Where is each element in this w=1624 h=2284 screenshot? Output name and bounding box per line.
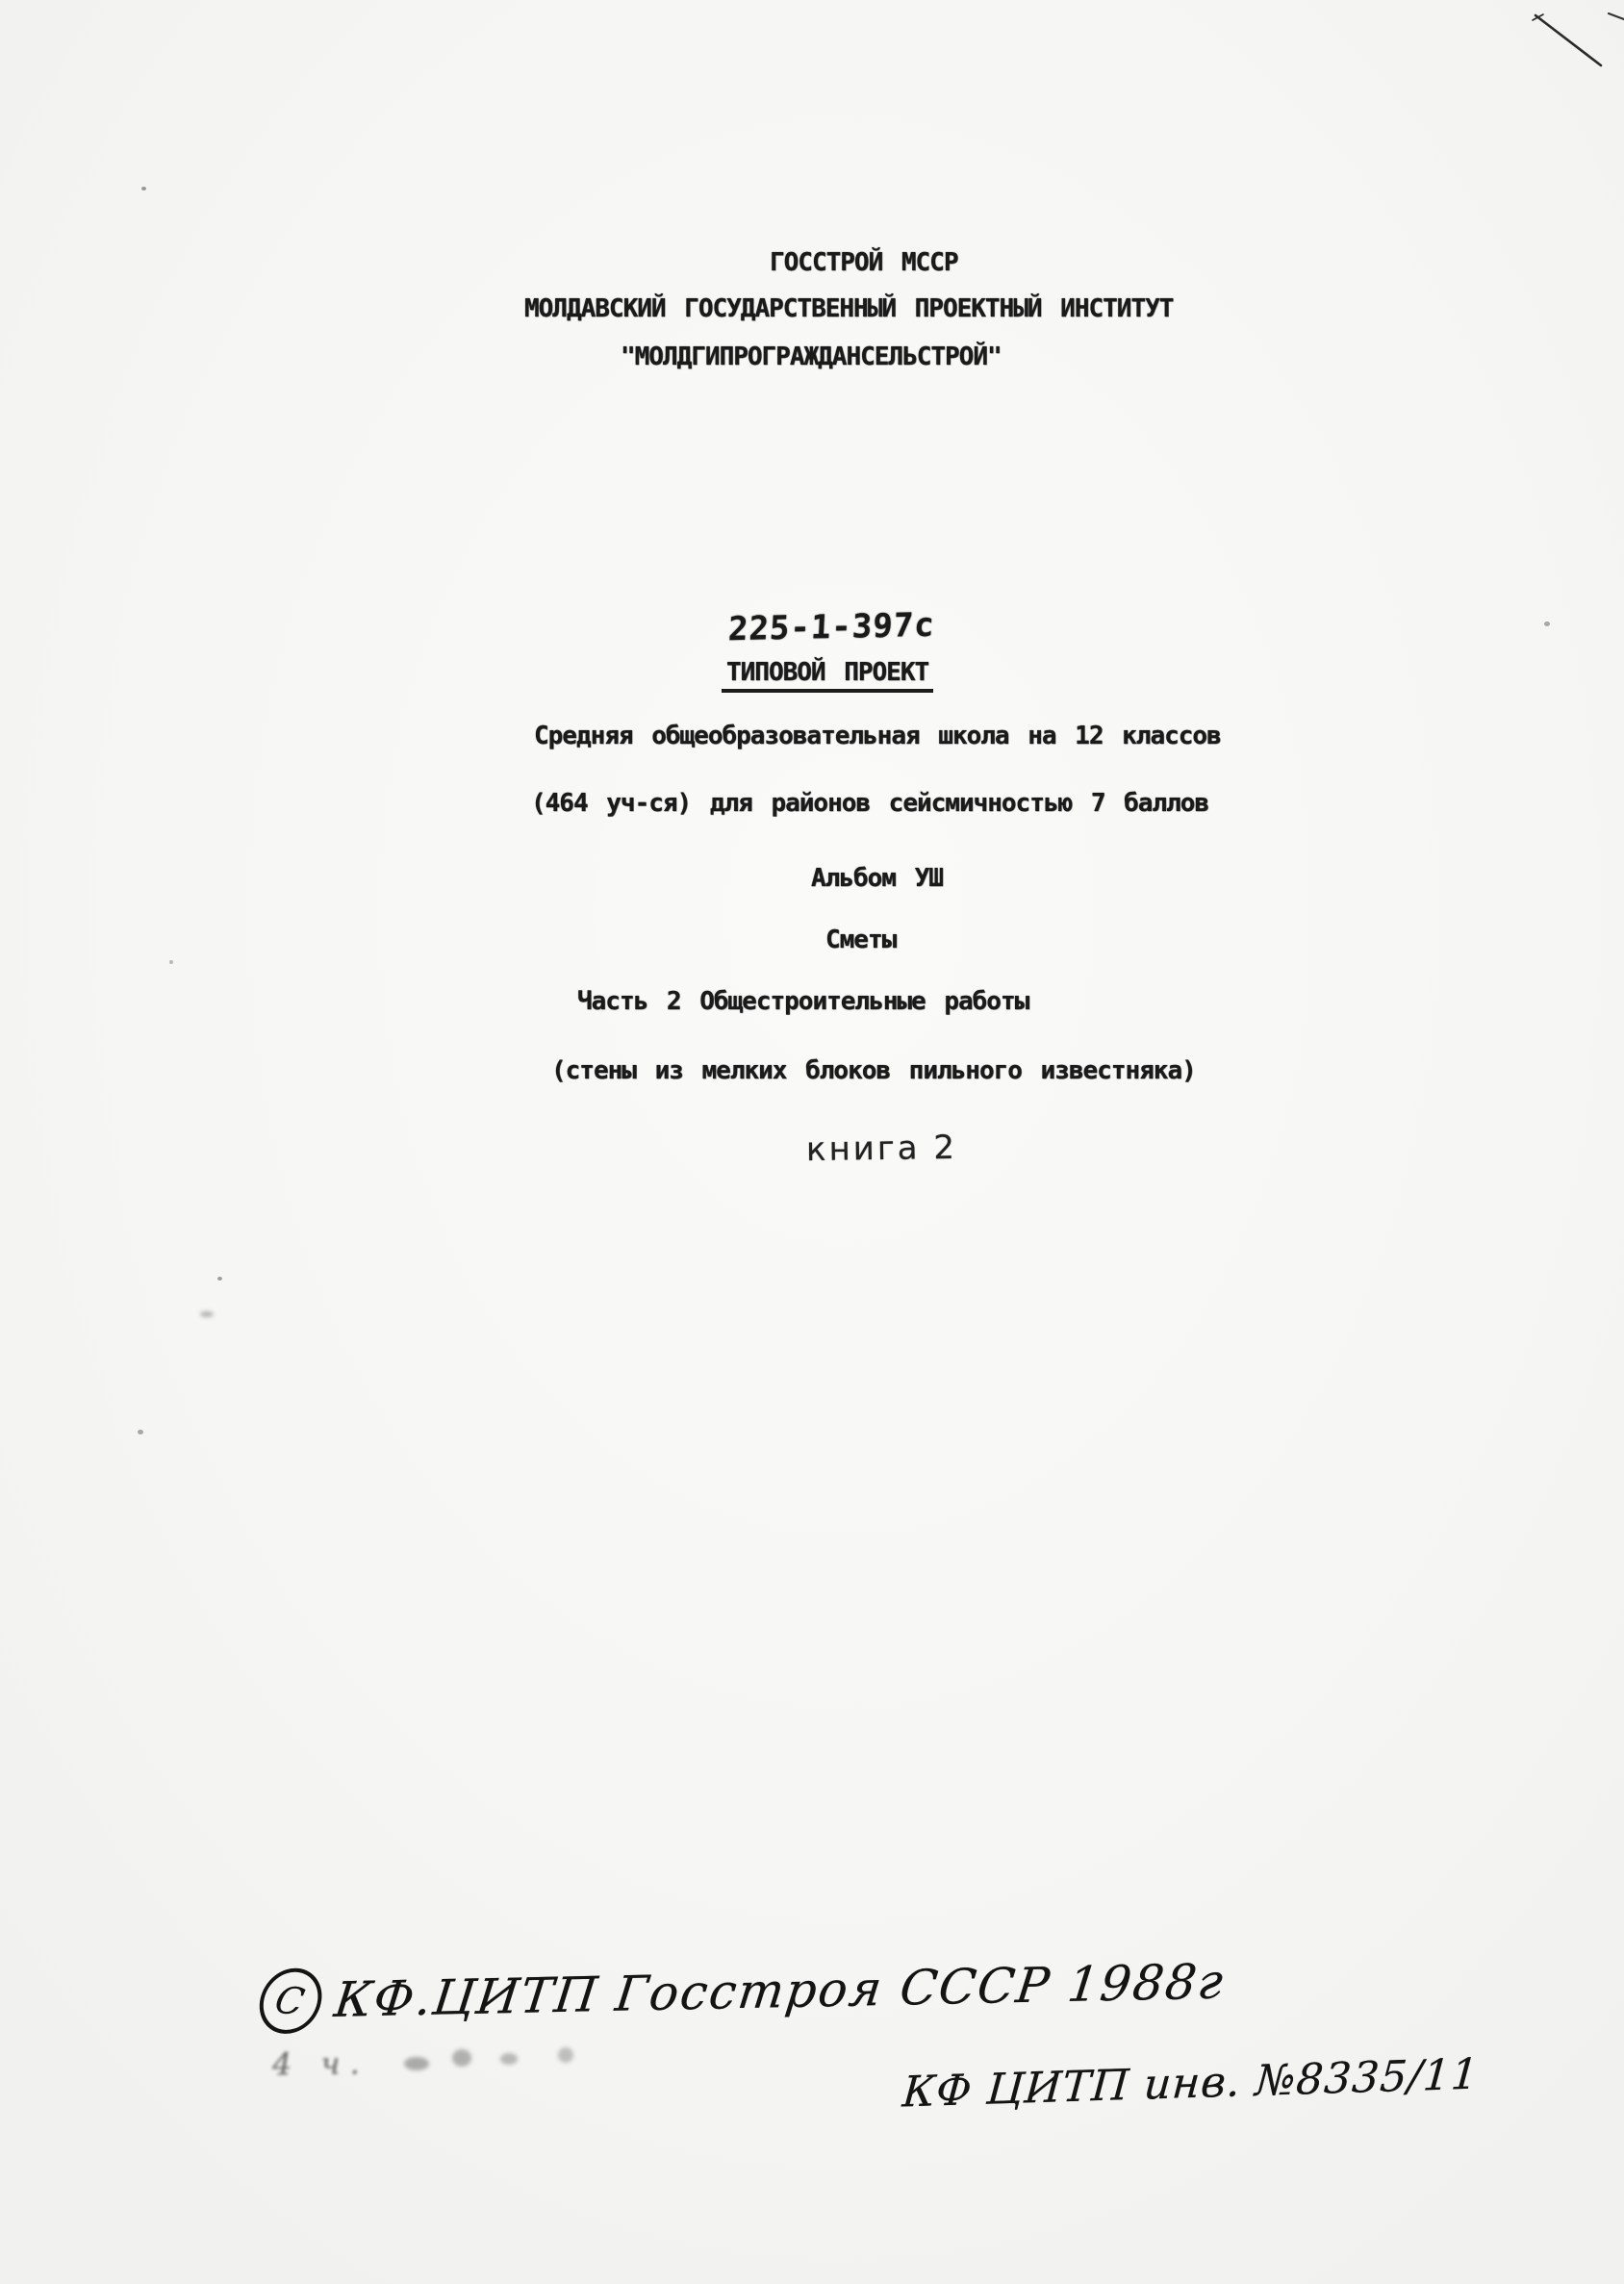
ink-smudge [404, 2057, 429, 2070]
ink-speck [1544, 622, 1550, 626]
ink-speck [169, 960, 173, 964]
header-line-gosstroy: ГОССТРОЙ МССР [770, 248, 958, 277]
part-line: Часть 2 Общестроительные работы [577, 987, 1029, 1016]
copyright-line [256, 1948, 1229, 2034]
ink-smudge [200, 1311, 214, 1317]
ink-smudge [558, 2047, 573, 2063]
copyright-text: КФ.ЦИТП Госстроя СССР 1988г [331, 1953, 1229, 2028]
project-code: 225-1-397с [727, 605, 936, 649]
ink-smudge [500, 2053, 518, 2065]
estimates-line: Сметы [825, 926, 897, 954]
subject-line-1: Средняя общеобразовательная школа на 12 классов [534, 722, 1221, 750]
book-number-line: книга 2 [805, 1128, 958, 1170]
ink-speck [138, 1430, 143, 1434]
walls-note-line: (стены из мелких блоков пильного известняка) [551, 1056, 1196, 1085]
faint-pencil-note: 4 ч. [271, 2044, 369, 2083]
copyright-icon: С [253, 1966, 328, 2036]
corner-pen-mark [1501, 0, 1624, 87]
project-type-label: ТИПОВОЙ ПРОЕКТ [722, 658, 933, 693]
album-number-line: Альбом УШ [811, 864, 943, 893]
ink-speck [217, 1277, 222, 1281]
ink-smudge [452, 2049, 471, 2067]
header-line-institute: МОЛДАВСКИЙ ГОСУДАРСТВЕННЫЙ ПРОЕКТНЫЙ ИНСТИТУТ [524, 294, 1174, 323]
inventory-number-line: КФ ЦИТП инв. №8335/11 [901, 2049, 1482, 2118]
subject-line-2: (464 уч-ся) для районов сейсмичностью 7 баллов [531, 789, 1209, 818]
header-line-org-name: "МОЛДГИПРОГРАЖДАНСЕЛЬСТРОЙ" [621, 343, 1002, 371]
ink-speck [141, 187, 146, 190]
